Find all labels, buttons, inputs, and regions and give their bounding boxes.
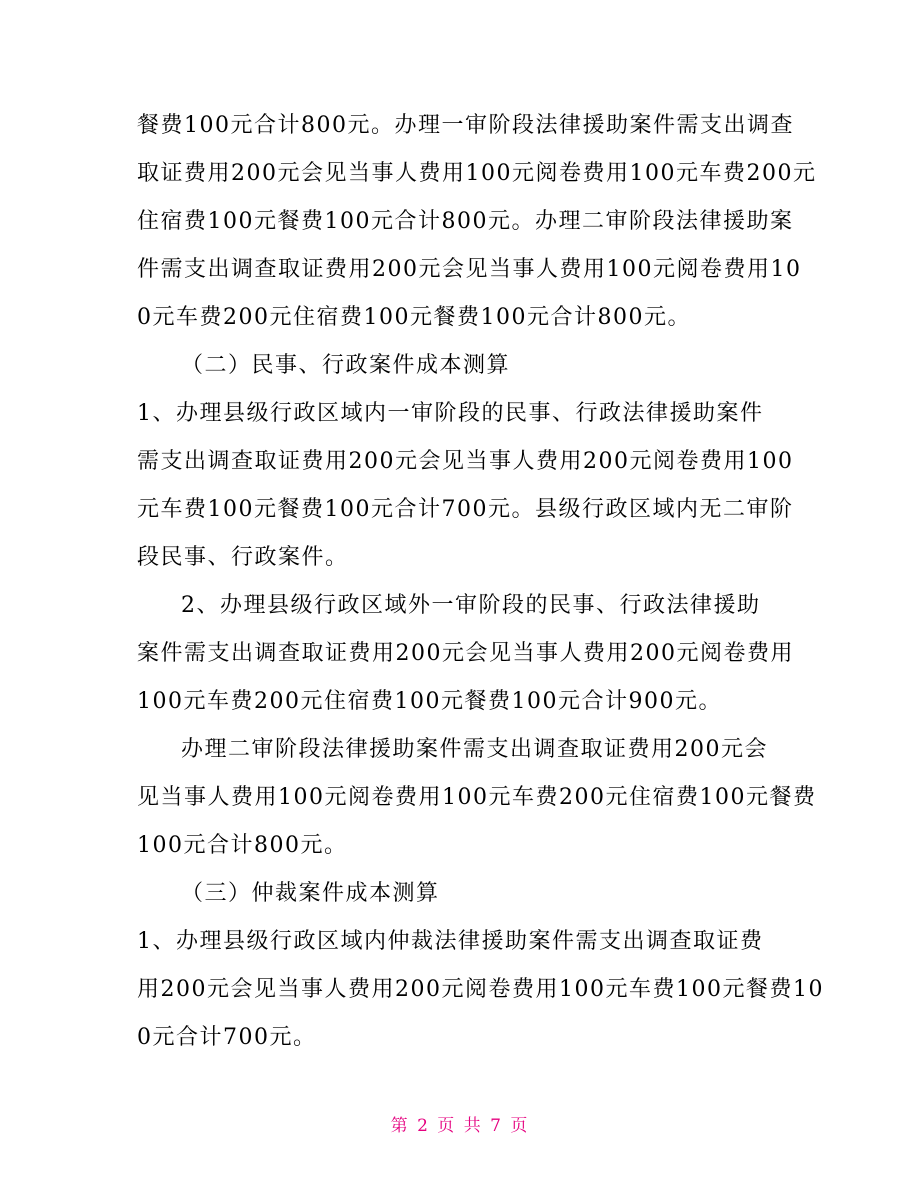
text-line-16: 100元合计800元。: [137, 833, 348, 858]
text-line-18: 1、办理县级行政区域内仲裁法律援助案件需支出调查取证费: [137, 929, 764, 954]
text-line-20: 0元合计700元。: [137, 1025, 317, 1050]
document-body: [137, 102, 824, 1062]
text-line-2: 取证费用200元会见当事人费用100元阅卷费用100元车费200元: [137, 161, 817, 186]
text-line-7: 1、办理县级行政区域内一审阶段的民事、行政法律援助案件: [137, 401, 764, 426]
text-line-9: 元车费100元餐费100元合计700元。县级行政区域内无二审阶: [137, 497, 794, 522]
text-line-8: 需支出调查取证费用200元会见当事人费用200元阅卷费用100: [137, 449, 794, 474]
text-line-3: 住宿费100元餐费100元合计800元。办理二审阶段法律援助案: [137, 209, 794, 234]
text-line-13: 100元车费200元住宿费100元餐费100元合计900元。: [137, 689, 722, 714]
text-line-11: 2、办理县级行政区域外一审阶段的民事、行政法律援助: [181, 593, 761, 618]
text-line-5: 0元车费200元住宿费100元餐费100元合计800元。: [137, 305, 691, 330]
page-footer: [0, 1111, 920, 1136]
text-line-10: 段民事、行政案件。: [137, 545, 349, 570]
text-line-19: 用200元会见当事人费用200元阅卷费用100元车费100元餐费10: [137, 977, 824, 1002]
text-line-15: 见当事人费用100元阅卷费用100元车费200元住宿费100元餐费: [137, 785, 817, 810]
text-line-1: 餐费100元合计800元。办理一审阶段法律援助案件需支出调查: [137, 113, 794, 138]
text-line-12: 案件需支出调查取证费用200元会见当事人费用200元阅卷费用: [137, 641, 794, 666]
text-line-14: 办理二审阶段法律援助案件需支出调查取证费用200元会: [181, 737, 768, 762]
section-heading-arbitration: （三）仲裁案件成本测算: [181, 881, 440, 906]
text-line-4: 件需支出调查取证费用200元会见当事人费用100元阅卷费用10: [137, 257, 802, 282]
page-number: 第 2 页 共 7 页: [390, 1116, 530, 1136]
section-heading-civil-admin: （二）民事、行政案件成本测算: [181, 353, 511, 378]
